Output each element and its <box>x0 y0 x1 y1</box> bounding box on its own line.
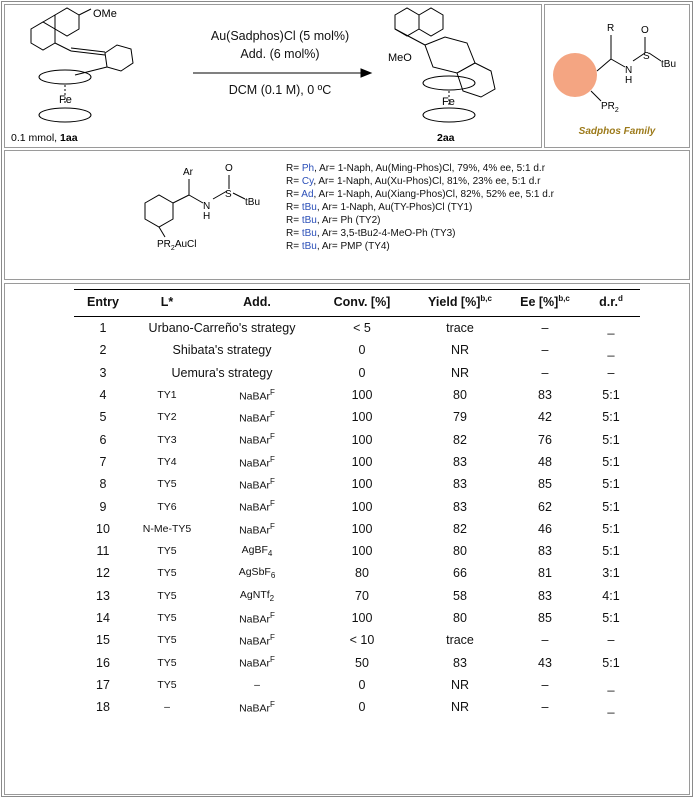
additive-text: NaBAr <box>239 613 271 626</box>
cell-additive <box>202 585 312 607</box>
cell-additive <box>202 629 312 651</box>
cell-yield: 83 <box>453 499 467 514</box>
cell-dr: 5:1 <box>602 544 620 559</box>
cell-ligand: TY3 <box>157 433 177 446</box>
cell-dr: 5:1 <box>602 454 620 469</box>
cell-entry: 15 <box>96 633 110 648</box>
cell-dr: _ <box>607 700 615 715</box>
table-row <box>74 428 640 450</box>
additive-text: NaBAr <box>239 657 271 670</box>
cell-conversion: 80 <box>355 566 369 581</box>
ligand-structure-svg <box>5 151 285 281</box>
cell-dr: 3:1 <box>602 566 620 581</box>
header-dr: d.r.$^d$ <box>582 288 640 317</box>
cell-ee: 62 <box>538 499 552 514</box>
ligand-benzene-ring <box>145 195 173 227</box>
product-naphthalene-ring-a <box>395 8 419 36</box>
cell-entry: 13 <box>96 588 110 603</box>
additive-text: NaBAr <box>239 524 271 537</box>
cell-dr: – <box>607 633 615 648</box>
cell-ligand: TY5 <box>157 567 177 580</box>
cell-conversion: 0 <box>358 677 366 692</box>
additive-sup: F <box>270 410 275 420</box>
substrate-cp-top <box>39 70 91 84</box>
product-meo-label: MeO <box>388 52 412 64</box>
cell-ligand: TY5 <box>157 545 177 558</box>
cell-additive <box>202 651 312 673</box>
sadphos-s-label: S <box>643 51 650 62</box>
cell-yield: NR <box>450 677 470 692</box>
cell-additive <box>202 451 312 473</box>
additive-sup: F <box>270 633 275 643</box>
table-row <box>74 674 640 696</box>
cell-entry: 4 <box>99 388 107 403</box>
cell-ee: 46 <box>538 521 552 536</box>
ligand-ar-label: Ar <box>183 167 193 178</box>
cell-conversion: 100 <box>351 611 373 625</box>
cell-entry: 1 <box>99 321 107 336</box>
cell-ee: 83 <box>538 388 552 403</box>
cell-entry: 9 <box>99 499 107 514</box>
ligand-variant-list <box>286 162 554 253</box>
cell-conversion: 0 <box>358 343 366 358</box>
cell-additive <box>202 562 312 584</box>
substrate-fe-label: Fe <box>59 94 72 106</box>
cell-conversion: 50 <box>355 655 369 670</box>
cell-entry: 18 <box>96 700 110 715</box>
cell-entry: 10 <box>96 521 110 536</box>
cell-additive <box>202 518 312 540</box>
cell-ligand: TY5 <box>157 589 177 602</box>
cell-yield: 66 <box>453 566 467 581</box>
sadphos-r-label: R <box>607 23 615 34</box>
cell-ee: – <box>541 633 549 648</box>
header-additive: Add. <box>202 288 312 317</box>
substrate-amount-label: 0.1 mmol, 1aa <box>11 132 78 144</box>
cell-ligand: TY6 <box>157 500 177 513</box>
ligand-n-label: N <box>203 201 211 212</box>
additive-sup: F <box>270 655 275 665</box>
sadphos-scaffold-circle <box>553 53 597 97</box>
ligand-tbu-label: tBu <box>245 197 261 208</box>
cell-ligand: – <box>164 701 170 714</box>
cell-conversion: 100 <box>351 477 373 492</box>
cell-dr: 5:1 <box>602 655 620 670</box>
additive-sup: F <box>270 454 275 464</box>
ligand-pr2aucl-label: $PR_2AuCl$ <box>157 239 197 252</box>
additive-text: NaBAr <box>239 457 271 470</box>
cell-dr: 5:1 <box>602 477 620 492</box>
reaction-scheme-svg <box>5 5 543 149</box>
additive-text: NaBAr <box>239 635 271 648</box>
cell-entry: 2 <box>99 343 107 358</box>
sadphos-o-label: O <box>641 25 649 36</box>
ligand-variant-line: R= tBu, Ar= 3,5-tBu2-4-MeO-Ph (TY3) <box>286 228 456 239</box>
cell-ee: – <box>541 677 549 692</box>
additive-sub: 2 <box>269 593 275 603</box>
ligand-s-label: S <box>225 189 232 200</box>
cell-ligand: TY2 <box>157 411 177 424</box>
cell-conversion: 0 <box>358 365 366 380</box>
cell-yield: NR <box>450 365 470 380</box>
table-data-rows <box>74 384 640 718</box>
cell-entry: 3 <box>99 365 107 380</box>
ligand-o-label: O <box>225 163 233 174</box>
cell-conversion: 100 <box>351 432 373 447</box>
additive-sup: F <box>270 610 275 620</box>
substrate-alkyne-link <box>55 43 71 51</box>
sadphos-h-label: H <box>625 75 633 86</box>
substrate-cp-bottom <box>39 108 91 122</box>
cell-ee: 83 <box>538 588 552 603</box>
cell-ligand: TY5 <box>157 656 177 669</box>
cell-dr: 5:1 <box>602 410 620 425</box>
cell-conversion: 0 <box>358 700 366 715</box>
substrate-phenyl <box>105 45 133 71</box>
additive-sub: 4 <box>267 549 273 559</box>
cell-ee: 85 <box>538 477 552 492</box>
cell-dr: 5:1 <box>602 611 620 625</box>
cell-additive <box>202 406 312 428</box>
cell-ee: 81 <box>538 566 552 581</box>
header-entry: Entry <box>74 288 132 317</box>
table-row <box>74 562 640 584</box>
additive-text: – <box>254 678 260 691</box>
table-row <box>74 362 640 384</box>
product-id-label: 2aa <box>437 132 455 144</box>
cell-additive <box>202 473 312 495</box>
additive-sup: F <box>270 387 275 397</box>
cell-entry: 12 <box>96 566 110 581</box>
cell-dr: – <box>607 365 615 380</box>
additive-text: AgBF <box>241 544 268 557</box>
cell-strategy: Urbano-Carreño's strategy <box>148 321 296 336</box>
ligand-variant-line: R= tBu, Ar= PMP (TY4) <box>286 241 390 252</box>
cell-additive <box>202 696 312 718</box>
cell-ligand: TY5 <box>157 678 177 691</box>
additive-text: NaBAr <box>239 479 271 492</box>
cell-dr: 5:1 <box>602 521 620 536</box>
table-row <box>74 518 640 540</box>
cell-entry: 17 <box>96 677 110 692</box>
header-conversion: Conv. [%] <box>312 288 412 317</box>
cell-entry: 16 <box>96 655 110 670</box>
cell-yield: 79 <box>453 410 467 425</box>
cell-dr: _ <box>607 343 615 358</box>
cell-yield: 82 <box>453 521 467 536</box>
cell-yield: 80 <box>453 544 467 559</box>
cell-entry: 5 <box>99 410 107 425</box>
ligand-variant-line: R= Ph, Ar= 1-Naph, Au(Ming-Phos)Cl, 79%, 4% ee, 5:1 d.r <box>286 163 546 174</box>
cell-yield: trace <box>446 633 474 648</box>
additive-sup: F <box>270 476 275 486</box>
cell-conversion: < 5 <box>353 321 371 336</box>
cell-ligand: TY5 <box>157 612 177 624</box>
cell-conversion: 100 <box>351 388 373 403</box>
additive-sup: F <box>270 499 275 509</box>
additive-text: NaBAr <box>239 412 271 425</box>
additive-text: AgNTf <box>239 588 270 601</box>
product-cp-top <box>423 76 475 90</box>
catalyst-condition: Au(Sadphos)Cl (5 mol%) <box>210 29 350 43</box>
table-row <box>74 651 640 673</box>
table-row <box>74 540 640 562</box>
optimization-table <box>74 288 640 718</box>
cell-additive <box>202 495 312 517</box>
solvent-condition: DCM (0.1 M), 0 ºC <box>228 83 332 97</box>
cell-ee: 48 <box>538 454 552 469</box>
cell-ee: – <box>541 700 549 715</box>
additive-text: AgSbF <box>238 566 271 579</box>
substrate-naphthalene-ring-b <box>31 22 55 50</box>
cell-additive <box>202 607 312 629</box>
cell-entry: 7 <box>99 454 107 469</box>
cell-conversion: < 10 <box>349 633 375 648</box>
sadphos-pr2-label: $PR_2$ <box>601 101 619 114</box>
cell-dr: 5:1 <box>602 499 620 514</box>
cell-strategy: Uemura's strategy <box>171 365 273 380</box>
cell-conversion: 100 <box>351 499 373 514</box>
additive-text: NaBAr <box>239 702 271 715</box>
cell-dr: 4:1 <box>602 588 620 603</box>
cell-ee: 42 <box>538 410 552 425</box>
sadphos-n-label: N <box>625 65 633 76</box>
cell-ee: 85 <box>538 611 552 625</box>
cell-yield: 83 <box>453 454 467 469</box>
header-ligand: L* <box>132 288 202 317</box>
cell-yield: NR <box>450 700 470 715</box>
cell-dr: 5:1 <box>602 388 620 403</box>
cell-conversion: 100 <box>351 410 373 425</box>
product-cp-bottom <box>423 108 475 122</box>
cell-ligand: N-Me-TY5 <box>142 522 192 535</box>
table-row <box>74 317 640 340</box>
table-row <box>74 473 640 495</box>
cell-yield: 83 <box>453 655 467 670</box>
cell-yield: 82 <box>453 432 467 447</box>
table-row <box>74 585 640 607</box>
table-row <box>74 629 640 651</box>
cell-ee: 83 <box>538 544 552 559</box>
table-row <box>74 339 640 361</box>
cell-conversion: 70 <box>355 588 369 603</box>
table-row <box>74 696 640 718</box>
cell-additive <box>202 540 312 562</box>
additive-text: NaBAr <box>239 390 271 403</box>
table-row <box>74 495 640 517</box>
cell-yield: 83 <box>453 477 467 492</box>
sadphos-tbu-label: tBu <box>661 59 677 70</box>
cell-ligand: TY5 <box>157 478 177 491</box>
ligand-variant-line: R= Ad, Ar= 1-Naph, Au(Xiang-Phos)Cl, 82%, 52% ee, 5:1 d.r <box>286 189 554 200</box>
table-header-row <box>74 288 640 317</box>
cell-ee: – <box>541 321 549 336</box>
cell-dr: _ <box>607 321 615 336</box>
table-row <box>74 451 640 473</box>
table-row <box>74 406 640 428</box>
ligand-variant-line: R= Cy, Ar= 1-Naph, Au(Xu-Phos)Cl, 81%, 23% ee, 5:1 d.r <box>286 176 541 187</box>
additive-sup: F <box>270 432 275 442</box>
cell-entry: 14 <box>96 611 110 625</box>
product-fe-label: Fe <box>442 96 455 108</box>
cell-ligand: TY1 <box>157 389 177 402</box>
cell-additive <box>202 674 312 696</box>
header-yield: Yield [%]$^{b,c}$ <box>412 288 508 317</box>
additive-sup: F <box>270 521 275 531</box>
cell-additive <box>202 428 312 450</box>
cell-additive <box>202 384 312 406</box>
cell-conversion: 100 <box>351 521 373 536</box>
cell-yield: trace <box>446 321 474 336</box>
additive-condition: Add. (6 mol%) <box>240 47 320 61</box>
cell-ligand: TY4 <box>157 455 177 468</box>
cell-ee: – <box>541 365 549 380</box>
additive-sup: F <box>270 699 275 709</box>
substrate-naphthalene-ring-a <box>55 8 79 36</box>
substrate-ome-label: OMe <box>93 8 117 20</box>
cell-entry: 8 <box>99 477 107 492</box>
cell-entry: 11 <box>96 544 110 559</box>
cell-yield: 80 <box>453 611 467 625</box>
table-row <box>74 384 640 406</box>
cell-conversion: 100 <box>351 454 373 469</box>
ligand-variant-line: R= tBu, Ar= 1-Naph, Au(TY-Phos)Cl (TY1) <box>286 202 473 213</box>
cell-yield: 58 <box>453 588 467 603</box>
cell-yield: 80 <box>453 388 467 403</box>
additive-text: NaBAr <box>239 434 271 447</box>
cell-ee: 76 <box>538 432 552 447</box>
cell-dr: 5:1 <box>602 432 620 447</box>
additive-sub: 6 <box>270 571 276 581</box>
cell-ee: – <box>541 343 549 358</box>
ligand-variant-line: R= tBu, Ar= Ph (TY2) <box>286 215 381 226</box>
cell-dr: _ <box>607 677 615 692</box>
additive-text: NaBAr <box>239 501 271 514</box>
sadphos-family-title: Sadphos Family <box>578 126 656 137</box>
cell-strategy: Shibata's strategy <box>172 343 272 358</box>
reaction-scheme-panel <box>4 4 542 148</box>
cell-ligand: TY5 <box>157 634 177 647</box>
ligand-h-label: H <box>203 211 211 222</box>
header-ee: Ee [%]$^{b,c}$ <box>508 288 582 317</box>
cell-entry: 6 <box>99 432 107 447</box>
cell-conversion: 100 <box>351 544 373 559</box>
cell-yield: NR <box>450 343 470 358</box>
table-row <box>74 607 640 629</box>
cell-ee: 43 <box>538 655 552 670</box>
